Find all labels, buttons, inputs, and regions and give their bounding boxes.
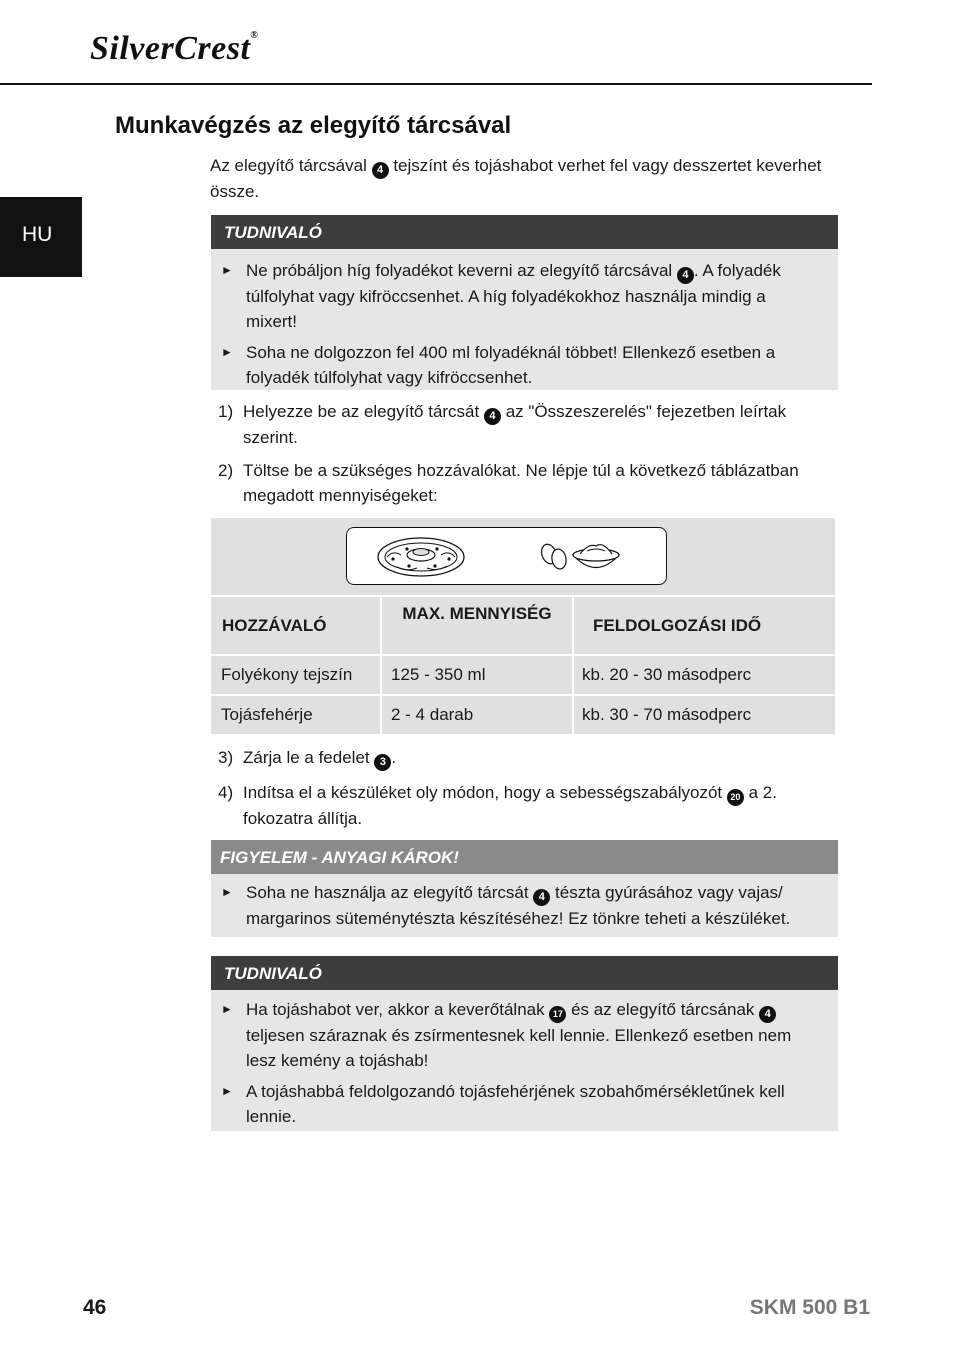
table-header-cell: HOZZÁVALÓ	[211, 597, 380, 654]
bullet-arrow-icon: ►	[221, 1084, 233, 1098]
bullet-arrow-icon: ►	[221, 263, 233, 277]
note-item: ► Ne próbáljon híg folyadékot keverni az elegyítő tárcsával 4 . A folyadék túlfolyhat vagy kifröccsenhet. A híg folyadékokhoz használja mindig a mixert!	[211, 258, 821, 334]
page-title: Munkavégzés az elegyítő tárcsával	[115, 112, 512, 139]
model-number: SKM 500 B1	[749, 1296, 870, 1319]
bullet-arrow-icon: ►	[221, 345, 233, 359]
table-cell: 2 - 4 darab	[382, 696, 572, 734]
note-item: ► Soha ne dolgozzon fel 400 ml folyadéknál többet! Ellenkező esetben a folyadék túlfolyhat vagy kifröccsenhet.	[211, 340, 821, 390]
note-heading: TUDNIVALÓ	[211, 956, 838, 990]
reference-number-badge: 4	[759, 1006, 776, 1023]
reference-number-badge: 20	[727, 789, 744, 806]
bullet-arrow-icon: ►	[221, 1002, 233, 1016]
reference-number-badge: 3	[374, 754, 391, 771]
note-item: ► A tojáshabbá feldolgozandó tojásfehérjének szobahőmérsékletűnek kell lennie.	[211, 1079, 821, 1129]
warning-box	[211, 840, 838, 937]
language-label: HU	[22, 223, 53, 246]
page-number: 46	[83, 1296, 107, 1319]
table-cell: Folyékony tejszín	[211, 656, 380, 694]
language-tab	[0, 197, 82, 277]
note-box	[211, 215, 838, 390]
step-item: 1) Helyezze be az elegyítő tárcsát 4 az "Összeszerelés" fejezetben leírtak szerint.	[218, 402, 787, 447]
reference-number-badge: 17	[549, 1006, 566, 1023]
intro-paragraph: Az elegyítő tárcsával 4 tejszínt és tojáshabot verhet fel vagy desszertet keverhet össze.	[210, 156, 822, 201]
note-item: ► Ha tojáshabot ver, akkor a keverőtálnak 17 és az elegyítő tárcsának 4 teljesen száraznak és zsírmentesnek kell lennie. Ellenkező esetben nem lesz kemény a tojáshab!	[211, 997, 821, 1073]
reference-number-badge: 4	[484, 408, 501, 425]
warning-heading: FIGYELEM - ANYAGI KÁROK!	[211, 840, 838, 874]
icon-panel	[346, 527, 667, 585]
reference-number-badge: 4	[677, 267, 694, 284]
warning-item: ► Soha ne használja az elegyítő tárcsát 4 tészta gyúrásához vagy vajas/ margarinos süteménytészta készítéséhez! Ez tönkre teheti a készüléket.	[211, 880, 821, 931]
table-cell: 125 - 350 ml	[382, 656, 572, 694]
header-rule	[0, 83, 872, 85]
table-cell: Tojásfehérje	[211, 696, 380, 734]
step-item: 2) Töltse be a szükséges hozzávalókat. Ne lépje túl a következő táblázatban megadott mennyiségeket:	[218, 461, 799, 505]
table-icon-row	[211, 518, 835, 595]
table-cell: kb. 30 - 70 másodperc	[574, 696, 835, 734]
table-header-cell: FELDOLGOZÁSI IDŐ	[574, 597, 835, 654]
bullet-arrow-icon: ►	[221, 885, 233, 899]
brand-logo: SilverCrest®	[90, 30, 259, 67]
note-box	[211, 956, 838, 1131]
cream-bowl-icon	[347, 528, 665, 583]
reference-number-badge: 4	[372, 162, 389, 179]
step-item: 4) Indítsa el a készüléket oly módon, hogy a sebességszabályozót 20 a 2. fokozatra állítja.	[218, 783, 777, 828]
reference-number-badge: 4	[533, 889, 550, 906]
table-header-cell: MAX. MENNYISÉG	[382, 597, 572, 654]
note-heading: TUDNIVALÓ	[211, 215, 838, 249]
table-cell: kb. 20 - 30 másodperc	[574, 656, 835, 694]
step-item: 3) Zárja le a fedelet 3 .	[218, 745, 838, 771]
